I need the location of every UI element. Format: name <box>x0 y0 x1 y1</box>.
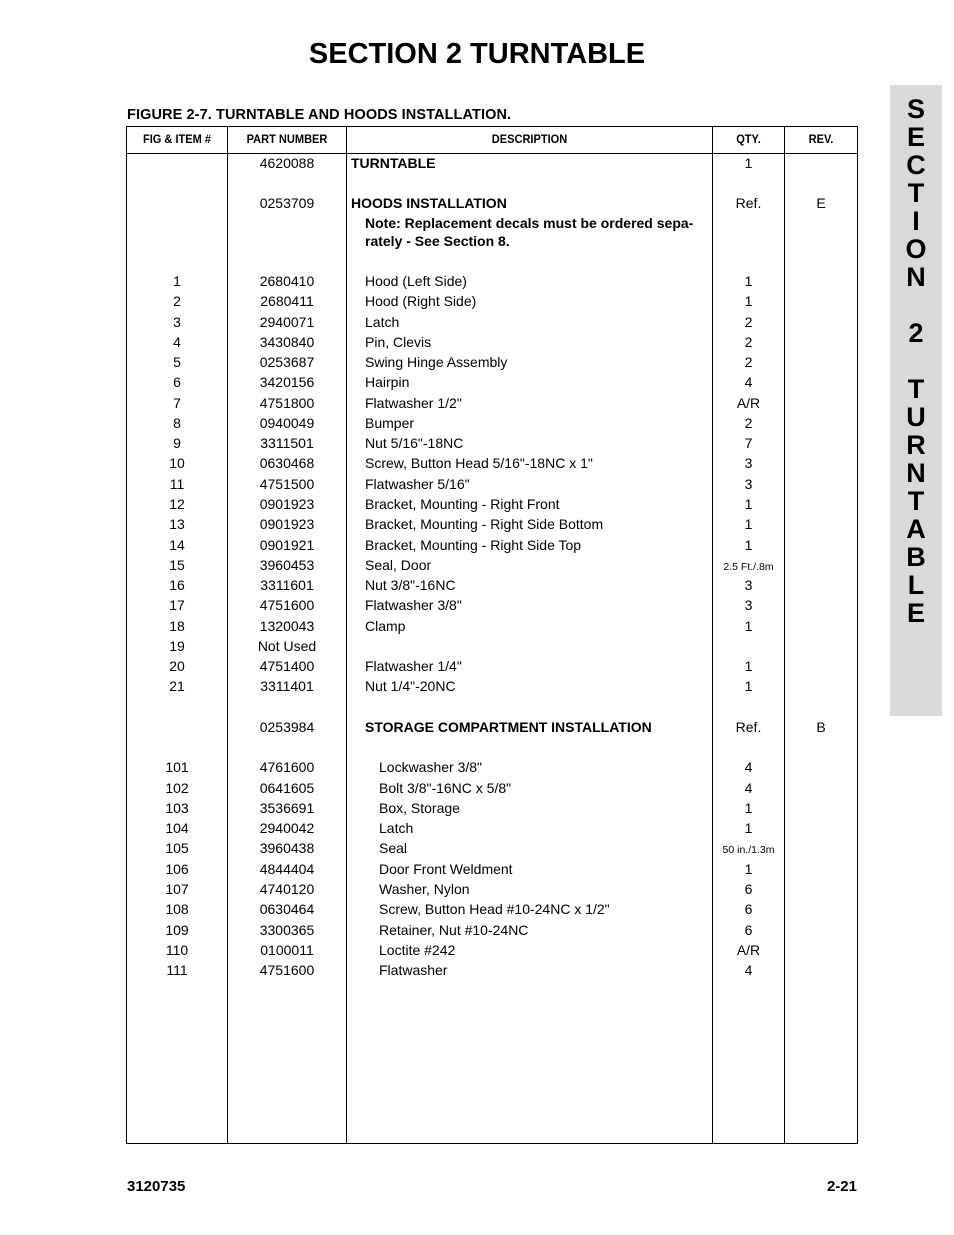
fig-item-cell: 111 <box>166 962 188 978</box>
qty-cell: 6 <box>744 901 753 917</box>
description-cell: Screw, Button Head 5/16"-18NC x 1" <box>365 455 593 471</box>
description-cell: TURNTABLE <box>351 155 436 171</box>
description-cell: Box, Storage <box>379 800 460 816</box>
qty-cell: 1 <box>744 293 753 309</box>
description-cell: Flatwasher <box>379 962 448 978</box>
part-number-cell: 0641605 <box>259 780 315 796</box>
fig-item-cell: 110 <box>165 942 189 958</box>
part-number-cell: 3311601 <box>260 577 314 593</box>
fig-item-cell: 15 <box>169 557 185 573</box>
side-tab-letter: S <box>906 94 925 124</box>
description-cell: Nut 3/8"-16NC <box>365 577 456 593</box>
qty-cell: 3 <box>744 476 753 492</box>
qty-cell: Ref. <box>735 195 762 211</box>
qty-cell: 1 <box>744 155 753 171</box>
side-tab-letter: T <box>907 178 925 208</box>
fig-item-cell: 5 <box>173 354 181 370</box>
fig-item-cell: 105 <box>165 840 189 856</box>
side-tab-letter: E <box>906 598 925 628</box>
fig-item-cell: 9 <box>173 435 181 451</box>
side-tab-letter: O <box>905 234 927 264</box>
page-number: 2-21 <box>826 1178 857 1195</box>
side-tab-letter: E <box>906 122 925 152</box>
part-number-cell: 2940042 <box>259 820 315 836</box>
fig-item-cell: 2 <box>173 293 181 309</box>
qty-cell: 3 <box>744 577 753 593</box>
side-tab-letter: R <box>906 430 926 460</box>
part-number-cell: 3311501 <box>260 435 314 451</box>
qty-cell: 1 <box>744 800 753 816</box>
description-cell: STORAGE COMPARTMENT INSTALLATION <box>365 719 652 735</box>
part-number-cell: 2940071 <box>259 314 315 330</box>
qty-cell: 1 <box>744 273 753 289</box>
qty-cell: 7 <box>744 435 753 451</box>
qty-cell: 2 <box>744 415 753 431</box>
description-cell: Pin, Clevis <box>365 334 432 350</box>
qty-cell: Ref. <box>735 719 762 735</box>
fig-item-cell: 18 <box>169 618 185 634</box>
fig-item-cell: 3 <box>173 314 181 330</box>
side-tab-letter: I <box>912 206 920 236</box>
part-number-cell: 4751500 <box>259 476 315 492</box>
header-part-number: PART NUMBER <box>246 132 328 146</box>
qty-cell: 6 <box>744 881 753 897</box>
description-cell: Seal <box>379 840 408 856</box>
side-tab-letter: B <box>906 542 926 572</box>
header-description: DESCRIPTION <box>491 132 568 146</box>
part-number-cell: 0100011 <box>260 942 314 958</box>
description-cell: Bolt 3/8"-16NC x 5/8" <box>379 780 512 796</box>
part-number-cell: 2680411 <box>260 293 314 309</box>
fig-item-cell: 109 <box>165 922 189 938</box>
part-number-cell: 3300365 <box>259 922 315 938</box>
qty-cell: A/R <box>736 395 761 411</box>
rev-cell: B <box>816 719 826 735</box>
column-divider <box>346 127 347 1143</box>
fig-item-cell: 19 <box>169 638 185 654</box>
part-number-cell: 1320043 <box>259 618 315 634</box>
page-title: SECTION 2 TURNTABLE <box>308 38 646 70</box>
description-cell: Seal, Door <box>365 557 432 573</box>
fig-item-cell: 20 <box>169 658 185 674</box>
fig-item-cell: 17 <box>169 597 185 613</box>
part-number-cell: 3960438 <box>259 840 315 856</box>
part-number-cell: 3430840 <box>259 334 315 350</box>
side-tab-letter: N <box>906 262 926 292</box>
part-number-cell: 3420156 <box>259 374 315 390</box>
description-cell: Loctite #242 <box>379 942 456 958</box>
fig-item-cell: 1 <box>173 273 181 289</box>
description-cell: Bumper <box>365 415 415 431</box>
fig-item-cell: 4 <box>173 334 181 350</box>
description-cell: HOODS INSTALLATION <box>351 195 507 211</box>
section-side-tab <box>890 85 942 716</box>
column-divider <box>784 127 785 1143</box>
description-cell: Flatwasher 5/16" <box>365 476 470 492</box>
description-cell: Clamp <box>365 618 406 634</box>
part-number-cell: Not Used <box>257 638 317 654</box>
header-qty: QTY. <box>736 132 761 146</box>
part-number-cell: 4751400 <box>259 658 315 674</box>
qty-cell: 1 <box>744 496 753 512</box>
fig-item-cell: 106 <box>165 861 189 877</box>
description-cell: Swing Hinge Assembly <box>365 354 508 370</box>
description-cell: rately - See Section 8. <box>365 233 510 249</box>
fig-item-cell: 7 <box>173 395 181 411</box>
description-cell: Note: Replacement decals must be ordered sepa- <box>365 215 694 231</box>
fig-item-cell: 6 <box>173 374 181 390</box>
side-tab-letter: A <box>906 514 926 544</box>
qty-cell: 1 <box>744 861 753 877</box>
fig-item-cell: 13 <box>169 516 185 532</box>
description-cell: Flatwasher 1/2" <box>365 395 462 411</box>
qty-cell: 1 <box>744 678 753 694</box>
part-number-cell: 0901923 <box>259 516 315 532</box>
qty-cell: 4 <box>744 759 753 775</box>
qty-cell: A/R <box>736 942 761 958</box>
part-number-cell: 0901921 <box>259 537 315 553</box>
part-number-cell: 3311401 <box>260 678 314 694</box>
header-fig-item: FIG & ITEM # <box>142 132 212 146</box>
part-number-cell: 3536691 <box>259 800 315 816</box>
part-number-cell: 4620088 <box>259 155 315 171</box>
description-cell: Flatwasher 3/8" <box>365 597 462 613</box>
fig-item-cell: 107 <box>165 881 189 897</box>
description-cell: Nut 1/4"-20NC <box>365 678 456 694</box>
qty-cell: 1 <box>744 658 753 674</box>
header-rev: REV. <box>808 132 834 146</box>
fig-item-cell: 102 <box>165 780 189 796</box>
qty-cell: 1 <box>744 537 753 553</box>
part-number-cell: 3960453 <box>259 557 315 573</box>
part-number-cell: 0253687 <box>259 354 315 370</box>
qty-cell: 1 <box>744 618 753 634</box>
description-cell: Nut 5/16"-18NC <box>365 435 464 451</box>
description-cell: Latch <box>365 314 400 330</box>
qty-cell: 50 in./1.3m <box>722 844 775 856</box>
part-number-cell: 0901923 <box>259 496 315 512</box>
side-tab-letter: C <box>906 150 926 180</box>
rev-cell: E <box>816 195 826 211</box>
qty-cell: 4 <box>744 374 753 390</box>
qty-cell: 1 <box>744 820 753 836</box>
part-number-cell: 4751600 <box>259 962 315 978</box>
fig-item-cell: 21 <box>169 678 185 694</box>
description-cell: Retainer, Nut #10-24NC <box>379 922 529 938</box>
qty-cell: 6 <box>744 922 753 938</box>
part-number-cell: 0253709 <box>259 195 315 211</box>
header-divider <box>127 153 857 154</box>
fig-item-cell: 16 <box>169 577 185 593</box>
part-number-cell: 4761600 <box>259 759 315 775</box>
side-tab-letter: T <box>907 486 925 516</box>
part-number-cell: 0253984 <box>259 719 315 735</box>
qty-cell: 2 <box>744 354 753 370</box>
part-number-cell: 0940049 <box>259 415 315 431</box>
qty-cell: 1 <box>744 516 753 532</box>
fig-item-cell: 8 <box>173 415 181 431</box>
fig-item-cell: 14 <box>169 537 185 553</box>
part-number-cell: 4844404 <box>259 861 315 877</box>
fig-item-cell: 108 <box>165 901 189 917</box>
description-cell: Screw, Button Head #10-24NC x 1/2" <box>379 901 610 917</box>
fig-item-cell: 101 <box>165 759 189 775</box>
qty-cell: 2.5 Ft./.8m <box>723 561 774 573</box>
fig-item-cell: 11 <box>169 476 185 492</box>
description-cell: Hood (Right Side) <box>365 293 477 309</box>
qty-cell: 4 <box>744 780 753 796</box>
part-number-cell: 4751600 <box>259 597 315 613</box>
part-number-cell: 0630468 <box>259 455 315 471</box>
fig-item-cell: 103 <box>165 800 189 816</box>
side-tab-letter: L <box>907 570 925 600</box>
description-cell: Door Front Weldment <box>379 861 513 877</box>
description-cell: Latch <box>379 820 414 836</box>
description-cell: Washer, Nylon <box>379 881 470 897</box>
description-cell: Flatwasher 1/4" <box>365 658 462 674</box>
figure-title: FIGURE 2-7. TURNTABLE AND HOODS INSTALLATION. <box>127 107 512 123</box>
side-tab-letter: T <box>907 374 925 404</box>
qty-cell: 4 <box>744 962 753 978</box>
description-cell: Bracket, Mounting - Right Side Bottom <box>365 516 604 532</box>
description-cell: Hairpin <box>365 374 410 390</box>
fig-item-cell: 12 <box>169 496 185 512</box>
qty-cell: 2 <box>744 314 753 330</box>
side-tab-letter: U <box>906 402 926 432</box>
side-tab-letter: 2 <box>908 318 924 348</box>
document-number: 3120735 <box>127 1178 186 1195</box>
description-cell: Bracket, Mounting - Right Front <box>365 496 560 512</box>
part-number-cell: 4751800 <box>259 395 315 411</box>
fig-item-cell: 10 <box>169 455 185 471</box>
qty-cell: 2 <box>744 334 753 350</box>
description-cell: Hood (Left Side) <box>365 273 467 289</box>
description-cell: Lockwasher 3/8" <box>379 759 483 775</box>
part-number-cell: 4740120 <box>259 881 315 897</box>
qty-cell: 3 <box>744 455 753 471</box>
part-number-cell: 0630464 <box>259 901 315 917</box>
fig-item-cell: 104 <box>165 820 189 836</box>
side-tab-letter: N <box>906 458 926 488</box>
parts-table <box>126 126 858 1144</box>
part-number-cell: 2680410 <box>259 273 315 289</box>
description-cell: Bracket, Mounting - Right Side Top <box>365 537 582 553</box>
qty-cell: 3 <box>744 597 753 613</box>
